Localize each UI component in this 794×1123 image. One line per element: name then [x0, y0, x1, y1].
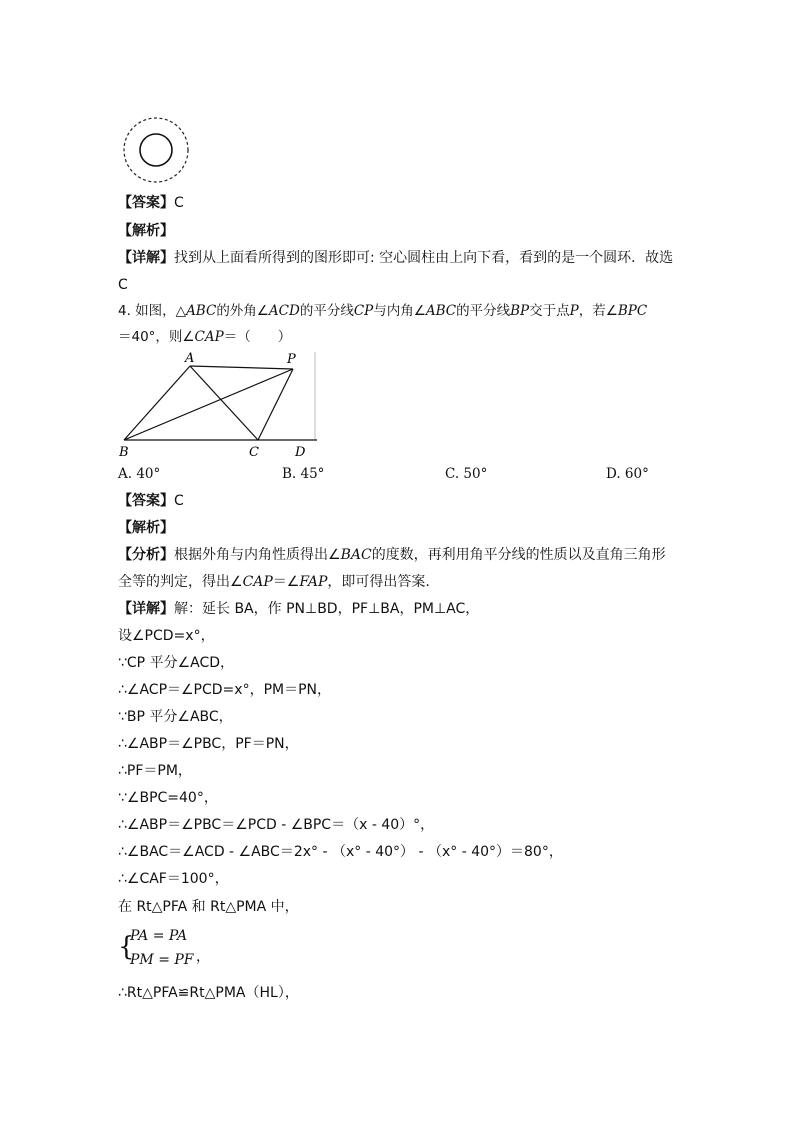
analysis-label: 【解析】 [118, 223, 174, 239]
segment-AP [190, 366, 293, 369]
q4-text: △ [175, 303, 187, 319]
q4-math: CAP [194, 329, 224, 345]
solution-last-line: ∴Rt△PFA≌Rt△PMA（HL）， [118, 985, 299, 1001]
q4-text: 的平分线 [456, 303, 511, 319]
system-eq-2: PM = PF [130, 952, 194, 968]
label-A: A [185, 351, 195, 366]
fenxi-text: 的度数，再利用角平分线的性质以及直角三角形 [371, 547, 666, 563]
label-P: P [287, 352, 296, 367]
fenxi-text: ＝∠ [272, 574, 300, 590]
question-4-line-2 [118, 327, 291, 347]
geometry-figure [115, 350, 325, 460]
question-4-line-1 [118, 301, 647, 321]
detail-label-2: 【详解】 [118, 601, 174, 617]
detail-line-1 [118, 248, 673, 268]
q4-text: 与内角∠ [373, 303, 426, 319]
fenxi-line-2 [118, 572, 430, 592]
solution-line-4: ∵BP 平分∠ABC， [118, 709, 233, 725]
q4-number: 4. 如图， [118, 303, 176, 319]
q4-math: P [569, 303, 579, 319]
detail-text: 找到从上面看所得到的图形即可: 空心圆柱由上向下看，看到的是一个圆环．故选 [174, 250, 674, 266]
solution-line-1: 设∠PCD=x°， [118, 628, 215, 644]
q4-text: ＝40°，则∠ [118, 329, 195, 345]
solution-line-6: ∴PF＝PM， [118, 763, 192, 779]
q4-math: CP [353, 303, 374, 319]
ring-figure [118, 114, 198, 186]
detail-cont: C [118, 277, 128, 293]
option-c[interactable]: C. 50° [445, 466, 488, 482]
answer-value: C [174, 195, 184, 211]
label-B: B [119, 445, 129, 460]
q4-text: ＝（ ） [223, 329, 292, 345]
q4-math: BP [510, 303, 530, 319]
option-a[interactable]: A. 40° [118, 466, 161, 482]
q4-math: ABC [425, 303, 457, 319]
fenxi-text: 全等的判定，得出∠ [118, 574, 243, 590]
system-comma: ， [196, 949, 210, 965]
solution-line-3: ∴∠ACP＝∠PCD=x°，PM＝PN， [118, 682, 332, 698]
answer-line-2 [118, 491, 184, 511]
option-d[interactable]: D. 60° [606, 466, 649, 482]
q4-text: ，若∠ [578, 303, 618, 319]
segment-AC [190, 366, 258, 440]
fenxi-line-1 [118, 545, 666, 565]
q4-text: 的平分线 [299, 303, 354, 319]
option-b[interactable]: B. 45° [282, 466, 325, 482]
fenxi-math: FAP [299, 574, 328, 590]
answer-value: C [174, 493, 184, 509]
label-D: D [295, 445, 306, 460]
solution-line-7: ∵∠BPC=40°， [118, 790, 218, 806]
solution-line-8: ∴∠ABP＝∠PBC＝∠PCD - ∠BPC＝（x - 40）°， [118, 817, 435, 833]
answer-label: 【答案】 [118, 195, 174, 211]
fenxi-math: CAP [242, 574, 273, 590]
fenxi-text: 根据外角与内角性质得出∠ [174, 547, 341, 563]
label-C: C [249, 445, 259, 460]
inner-circle [140, 134, 172, 166]
q4-math: ABC [186, 303, 217, 319]
solution-line-5: ∴∠ABP＝∠PBC，PF＝PN， [118, 736, 299, 752]
answer-line-1 [118, 193, 184, 213]
solution-line-2: ∵CP 平分∠ACD， [118, 655, 235, 671]
solution-line-11: 在 Rt△PFA 和 Rt△PMA 中， [118, 899, 299, 915]
outer-dashed-circle [124, 118, 188, 182]
q4-text: 的外角∠ [216, 303, 269, 319]
q4-text: 交于点 [529, 303, 570, 319]
analysis-label-2: 【解析】 [118, 520, 174, 536]
fenxi-math: BAC [340, 547, 372, 563]
system-eq-1: PA = PA [130, 928, 188, 944]
q4-math: BPC [617, 303, 648, 319]
fenxi-label: 【分析】 [118, 547, 174, 563]
answer-label: 【答案】 [118, 493, 174, 509]
solution-line-9: ∴∠BAC＝∠ACD - ∠ABC＝2x° - （x° - 40°） - （x° - 40°）＝80°， [118, 844, 563, 860]
detail-label: 【详解】 [118, 250, 174, 266]
equation-system [118, 926, 318, 974]
solution-text: 解：延长 BA，作 PN⊥BD，PF⊥BA，PM⊥AC， [174, 601, 480, 617]
fenxi-text: ，即可得出答案. [327, 574, 430, 590]
solution-line-10: ∴∠CAF＝100°， [118, 871, 229, 887]
q4-math: ACD [268, 303, 300, 319]
segment-CP [258, 369, 293, 440]
system-brace: { [118, 932, 135, 962]
detail-line-2-0 [118, 599, 479, 619]
segment-BA [124, 366, 190, 440]
segment-BP [124, 369, 293, 440]
